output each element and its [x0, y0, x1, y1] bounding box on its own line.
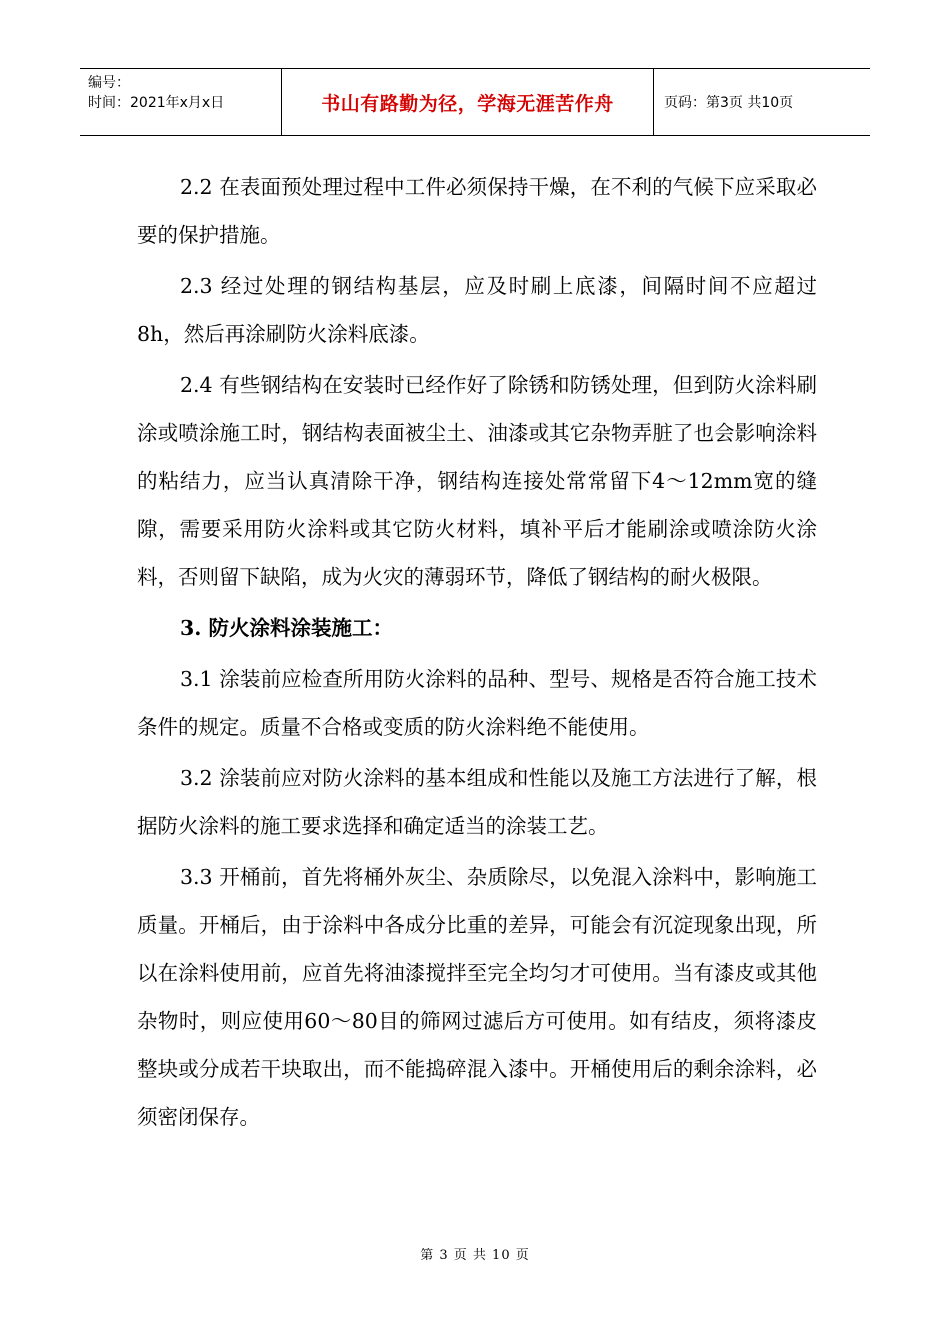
document-date-label: 时间：2021年x月x日	[88, 95, 225, 111]
paragraph-3-1: 3.1 涂装前应检查所用防火涂料的品种、型号、规格是否符合施工技术条件的规定。质量不合格或变质的防火涂料绝不能使用。	[137, 667, 817, 739]
header-page-info-cell	[654, 69, 870, 135]
header-motto: 书山有路勤为径，学海无涯苦作舟	[321, 92, 614, 115]
paragraph-3-2: 3.2 涂装前应对防火涂料的基本组成和性能以及施工方法进行了解，根据防火涂料的施工要求选择和确定适当的涂装工艺。	[137, 766, 817, 838]
page-header	[80, 68, 870, 136]
page-footer: 第 3 页 共 10 页	[420, 1248, 530, 1263]
paragraph-2-2: 2.2 在表面预处理过程中工件必须保持干燥，在不利的气候下应采取必要的保护措施。	[137, 175, 817, 247]
header-meta	[80, 69, 282, 135]
paragraph-2-4: 2.4 有些钢结构在安装时已经作好了除锈和防锈处理，但到防火涂料刷涂或喷涂施工时，钢结构表面被尘土、油漆或其它杂物弄脏了也会影响涂料的粘结力，应当认真清除干净，钢结构连接处常常留下4～12mm宽的缝隙，需要采用防火涂料或其它防火材料，填补平后才能刷涂或喷涂防火涂料，否则留下缺陷，成为火灾的薄弱环节，降低了钢结构的耐火极限。	[137, 373, 817, 589]
section-heading-3: 3. 防火涂料涂装施工：	[180, 616, 394, 640]
document-body	[137, 163, 817, 1144]
paragraph-2-3: 2.3 经过处理的钢结构基层，应及时刷上底漆，间隔时间不应超过8h，然后再涂刷防火涂料底漆。	[137, 274, 817, 346]
document-number-label: 编号：	[88, 75, 130, 91]
paragraph-3-3: 3.3 开桶前，首先将桶外灰尘、杂质除尽，以免混入涂料中，影响施工质量。开桶后，由于涂料中各成分比重的差异，可能会有沉淀现象出现，所以在涂料使用前，应首先将油漆搅拌至完全均匀才可使用。当有漆皮或其他杂物时，则应使用60～80目的筛网过滤后方可使用。如有结皮，须将漆皮整块或分成若干块取出，而不能捣碎混入漆中。开桶使用后的剩余涂料，必须密闭保存。	[137, 865, 817, 1129]
header-page-info: 页码：第3页 共10页	[664, 95, 794, 111]
header-motto-cell	[282, 69, 654, 135]
